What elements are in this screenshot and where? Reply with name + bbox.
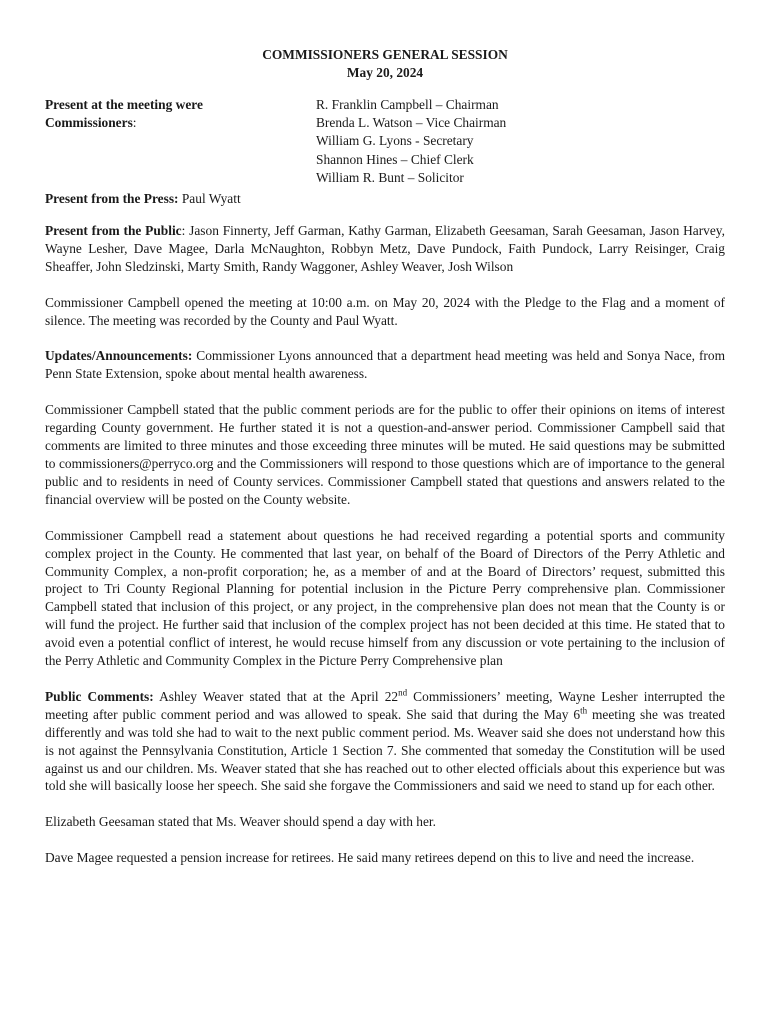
magee-comment-paragraph: Dave Magee requested a pension increase for retirees. He said many retirees depend on this to live and need the increase.	[45, 850, 695, 866]
public-comments-part1: Ashley Weaver stated that at the April 22	[153, 688, 399, 704]
attendance-label	[45, 96, 295, 132]
public-comments-label: Public Comments:	[45, 688, 154, 704]
geesaman-comment-paragraph: Elizabeth Geesaman stated that Ms. Weaver should spend a day with her.	[45, 814, 436, 830]
attendance-label-colon: :	[132, 114, 137, 130]
ordinal-suffix-nd: nd	[398, 687, 408, 698]
chief-clerk: Shannon Hines – Chief Clerk	[316, 151, 474, 167]
public-label: Present from the Public	[45, 222, 182, 238]
updates-paragraph	[45, 347, 725, 383]
complex-statement-paragraph: Commissioner Campbell read a statement about questions he had received regarding a potential sports and community complex project in the County. He commented that last year, on behalf of the Board of Directors of the Perry Athletic and Community Complex, a non-profit corporation; he, as a member of and at the Board of Directors’ request, submitted this project to Tri County Regional Planning for potential inclusion in the Picture Perry comprehensive plan. Commissioner Campbell stated that inclusion of this project, or any project, in the comprehensive plan does not mean that the County is or will fund the project. He further said that inclusion of the complex project has not been decided at this time. He stated that to avoid even a potential conflict of interest, he would recuse himself from any discussion or vote pertaining to the inclusion of the Perry Athletic and Community Complex in the Picture Perry Comprehensive plan	[45, 527, 725, 669]
public-names: : Jason Finnerty, Jeff Garman, Kathy Garman, Elizabeth Geesaman, Sarah Geesaman, Jason Harvey, Wayne Lesher, Dave Magee, Darla McNaughton, Robbyn Metz, Dave Pundock, Faith Pundock, Larry Reisinger, Craig Sheaffer, John Sledzinski, Marty Smith, Randy Waggoner, Ashley Weaver, Josh Wilson	[45, 222, 725, 274]
document-title	[45, 46, 725, 82]
comment-policy-paragraph: Commissioner Campbell stated that the public comment periods are for the public to offer their opinions on items of interest regarding County government. He further stated it is not a question-and-answer period. Commissioner Campbell said that comments are limited to three minutes and those exceeding three minutes will be muted. He said questions may be submitted to commissioners@perryco.org and the Commissioners will respond to those questions which are of importance to the general public and to residents in need of County services. Commissioner Campbell stated that questions and answers related to the financial overview will be posted on the County website.	[45, 402, 725, 507]
updates-label: Updates/Announcements:	[45, 348, 193, 364]
commissioner-vice-chairman: Brenda L. Watson – Vice Chairman	[316, 115, 507, 131]
session-title: COMMISSIONERS GENERAL SESSION	[262, 47, 508, 62]
solicitor: William R. Bunt – Solicitor	[316, 169, 464, 185]
updates-text: Commissioner Lyons announced that a department head meeting was held and Sonya Nace, from Penn State Extension, spoke about mental health awareness.	[45, 348, 725, 382]
public-comments-part2: Commissioners’ meeting, Wayne Lesher interrupted the meeting after public comment period and was allowed to speak. She said that during the May 6	[45, 688, 725, 722]
press-line	[45, 190, 725, 208]
public-comments-paragraph	[45, 688, 725, 795]
press-label: Present from the Press:	[45, 191, 179, 206]
commissioner-chairman: R. Franklin Campbell – Chairman	[316, 97, 499, 112]
ordinal-suffix-th: th	[580, 705, 588, 716]
public-comments-part3: meeting she was treated differently and was told she had to wait to the next public comment period. Ms. Weaver said she does not understand how this is not against the Pennsylvania Constitution, Article 1 Section 7. She commented that someday the Constitution will be used against us and our children. Ms. Weaver stated that she has reached out to other elected officials about this experience but was told she will basically loose her speech. She said she forgave the Commissioners and said we need to stand up for each other.	[45, 706, 726, 794]
attendance-label-line1: Present at the meeting were	[45, 97, 203, 112]
session-date: May 20, 2024	[346, 65, 424, 80]
public-attendees-paragraph	[45, 222, 725, 276]
opening-paragraph: Commissioner Campbell opened the meeting at 10:00 a.m. on May 20, 2024 with the Pledge to the Flag and a moment of silence. The meeting was recorded by the County and Paul Wyatt.	[45, 294, 725, 328]
attendance-label-line2: Commissioners	[45, 114, 133, 130]
commissioner-secretary: William G. Lyons - Secretary	[316, 133, 474, 149]
press-value: Paul Wyatt	[181, 191, 241, 206]
commissioners-list	[316, 96, 506, 187]
attendance-block	[45, 96, 725, 186]
